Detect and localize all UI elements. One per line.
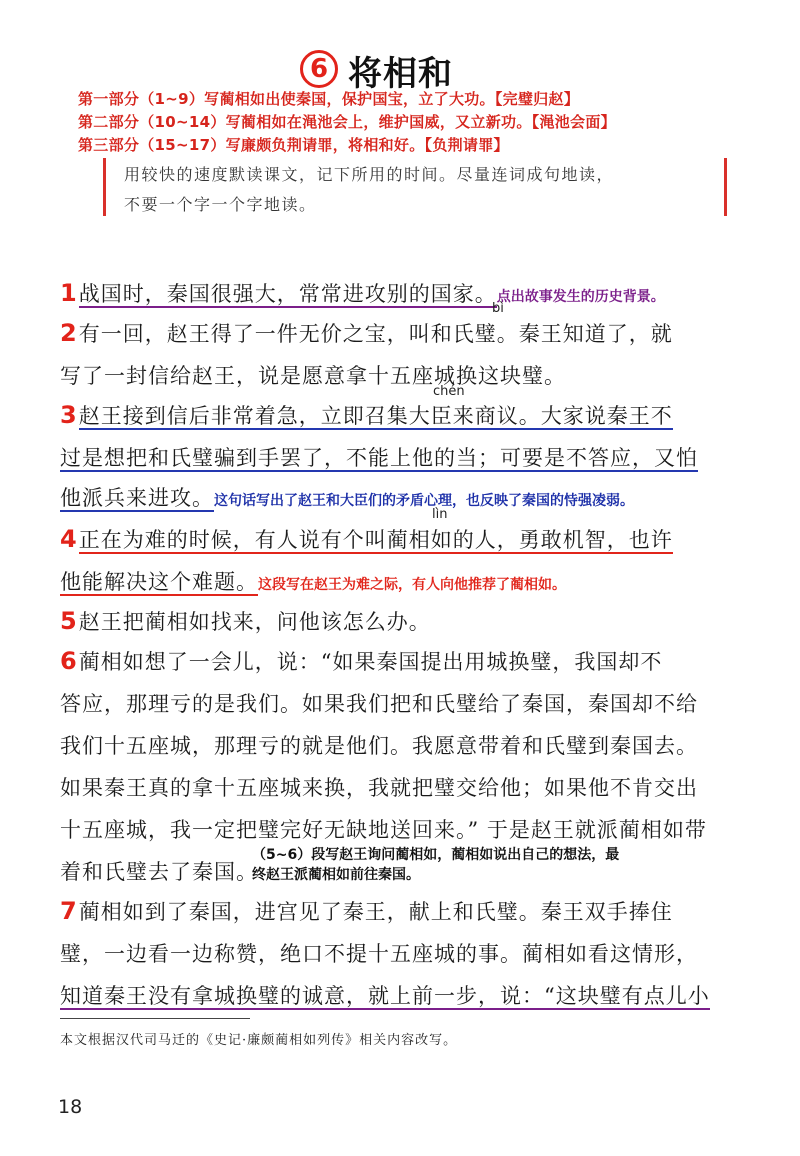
paragraph-text: 正在为难的时候，有人说有个叫蔺相如的人，勇敢机智，也许: [78, 528, 673, 552]
paragraph-7-line-3: [60, 980, 760, 1010]
lesson-title: 将相和: [348, 54, 453, 94]
paragraph-6-line-6: 着和氏璧去了秦国。: [60, 860, 258, 884]
paragraph-number: 1: [60, 279, 78, 307]
pinyin-annotation: chén: [433, 384, 465, 399]
annotation: 这段写在赵王为难之际，有人向他推荐了蔺相如。: [258, 577, 566, 593]
paragraph-number: 4: [60, 525, 78, 553]
paragraph-3-line-2: [60, 442, 760, 472]
reading-tip-text: [124, 160, 716, 220]
paragraph-text: 过是想把和氏璧骗到手罢了，不能上他的当；可要是不答应，又怕: [60, 446, 698, 470]
outline-part-3: 第三部分（15~17）写廉颇负荆请罪，将相和好。【负荆请罪】: [78, 136, 509, 154]
paragraph-text: 战国时，秦国很强大，常常进攻别的国家。: [78, 282, 497, 306]
paragraph-text: 赵王把蔺相如找来，问他该怎么办。: [78, 610, 431, 634]
paragraph-text: 知道秦王没有拿城换璧的诚意，就上前一步，说：: [60, 984, 544, 1008]
paragraph-number: 6: [60, 647, 78, 675]
reading-tip-box: [103, 158, 727, 216]
paragraph-2-line-1: [60, 318, 760, 348]
annotation-5-6-line-1: （5~6）段写赵王询问蔺相如，蔺相如说出自己的想法，最: [252, 847, 620, 863]
reading-tip-line-1: 用较快的速度默读课文，记下所用的时间。尽量连词成句地读，: [124, 165, 615, 184]
annotation: 点出故事发生的历史背景。: [496, 289, 665, 305]
paragraph-6-line-3: 我们十五座城，那理亏的就是他们。我愿意带着和氏璧到秦国去。: [60, 734, 698, 758]
paragraph-4-line-2: [60, 566, 760, 596]
paragraph-6-line-5: 十五座城，我一定把璧完好无缺地送回来。” 于是赵王就派蔺相如带: [60, 818, 707, 842]
paragraph-text: 蔺相如到了秦国，进宫见了秦王，献上和氏璧。秦王双手捧住: [78, 900, 673, 924]
pinyin-annotation: lìn: [432, 507, 448, 522]
paragraph-text: 他能解决这个难题。: [60, 570, 258, 594]
paragraph-text: 蔺相如想了一会儿，说：“如果秦国提出用城换璧，我国却不: [78, 650, 663, 674]
page-number: 18: [58, 1096, 83, 1118]
annotation: 这句话写出了赵王和大臣们的矛盾心理，也反映了秦国的恃强凌弱。: [214, 493, 634, 509]
paragraph-2-line-2: 写了一封信给赵王，说是愿意拿十五座城换这块璧。: [60, 364, 566, 388]
paragraph-1: [60, 278, 760, 308]
footnote: 本文根据汉代司马迁的《史记·廉颇蔺相如列传》相关内容改写。: [60, 1033, 458, 1048]
paragraph-6-line-2: 答应，那理亏的是我们。如果我们把和氏璧给了秦国，秦国却不给: [60, 692, 698, 716]
reading-tip-line-2: 不要一个字一个字地读。: [124, 195, 317, 214]
paragraph-text: 有一回，赵王得了一件无价之宝，叫和氏璧。秦王知道了，就: [78, 322, 673, 346]
paragraph-text: 赵王接到信后非常着急，立即召集大臣来商议。大家说秦王不: [78, 404, 673, 428]
paragraph-6-line-4: 如果秦王真的拿十五座城来换，我就把璧交给他；如果他不肯交出: [60, 776, 698, 800]
pinyin-annotation: bì: [492, 301, 504, 316]
outline-notes: [78, 88, 778, 157]
outline-part-2: 第二部分（10~14）写蔺相如在渑池会上，维护国威，又立新功。【渑池会面】: [78, 113, 616, 131]
paragraph-4-line-1: [60, 524, 760, 554]
paragraph-number: 2: [60, 319, 78, 347]
footnote-divider: [60, 1018, 250, 1019]
paragraph-3-line-3: [60, 482, 760, 512]
outline-part-1: 第一部分（1~9）写蔺相如出使秦国，保护国宝，立了大功。【完璧归赵】: [78, 90, 580, 108]
paragraph-5: [60, 606, 760, 636]
paragraph-text: “这块璧有点儿小: [544, 984, 710, 1008]
lesson-number-badge: 6: [300, 50, 338, 88]
annotation-5-6-line-2: 终赵王派蔺相如前往秦国。: [252, 867, 420, 883]
paragraph-text: 他派兵来进攻。: [60, 486, 214, 510]
paragraph-3-line-1: [60, 400, 760, 430]
paragraph-6-line-1: [60, 646, 760, 676]
paragraph-7-line-1: [60, 896, 760, 926]
paragraph-number: 7: [60, 897, 78, 925]
lesson-title-row: [0, 44, 800, 94]
paragraph-7-line-2: 璧，一边看一边称赞，绝口不提十五座城的事。蔺相如看这情形，: [60, 942, 698, 966]
paragraph-number: 3: [60, 401, 78, 429]
paragraph-number: 5: [60, 607, 78, 635]
